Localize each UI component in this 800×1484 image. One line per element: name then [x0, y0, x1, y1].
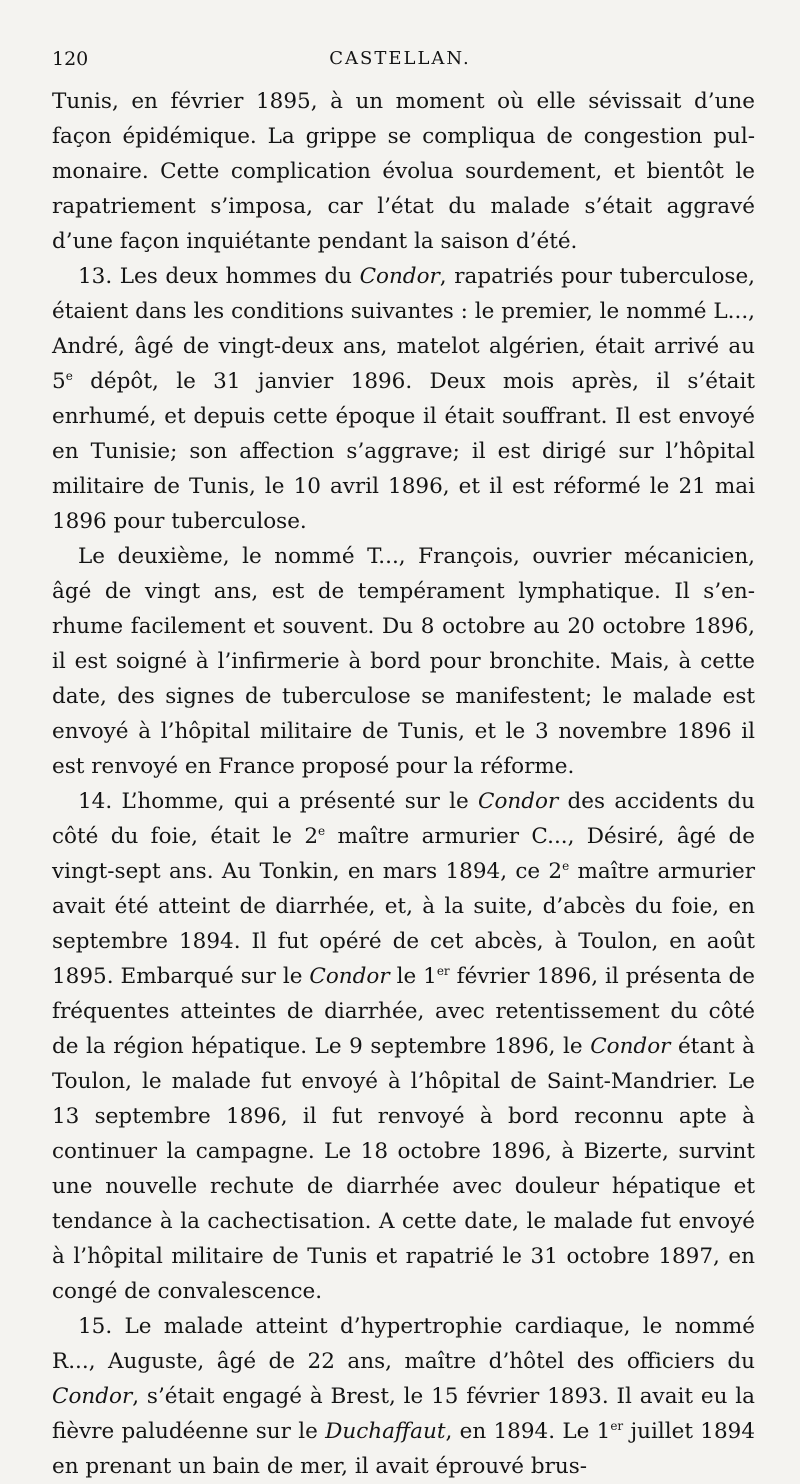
text-run: dépôt, le 31 janvier 1896. Deux mois après, il s’était enrhumé, et depuis cette époque il était souffrant. Il est envoyé en Tunisie; son affection s’aggrave; il est dirigé sur l’hôpital militaire de Tunis, le 10 avril 1896, et il est réformé le 21 mai 1896 pour tuberculose.: [52, 369, 755, 534]
superscript: e: [318, 823, 326, 838]
paragraph-continuation: [52, 84, 755, 259]
italic-ship-name: Condor: [478, 789, 559, 814]
text-run: 15. Le malade atteint d’hypertrophie cardiaque, le nommé R..., Auguste, âgé de 22 ans, maître d’hôtel des officiers du: [52, 1314, 755, 1374]
text-run: maître armurier C..., Désiré, âgé de vingt-sept ans. Au Tonkin, en mars 1894, ce 2: [52, 824, 755, 884]
superscript: e: [65, 368, 73, 383]
text-run: , rapatriés pour tuberculose, étaient dans les conditions suivantes : le premier, le nommé L..., André, âgé de vingt-deux ans, matelot algérien, était arrivé au 5: [52, 264, 755, 394]
paragraph-14: [52, 784, 755, 1309]
text-run: , en 1894. Le 1: [445, 1419, 611, 1444]
text-run: Tunis, en février 1895, à un moment où elle sévissait d’une façon épidémique. La grippe se compliqua de congestion pulmonaire. Cette complication évolua sourdement, et bientôt le rapatriement s’imposa, car l’état du malade s’était aggravé d’une façon inquiétante pendant la saison d’été.: [52, 89, 755, 254]
text-run: Le deuxième, le nommé T..., François, ouvrier mécanicien, âgé de vingt ans, est de tempérament lymphatique. Il s’enrhume facilement et souvent. Du 8 octobre au 20 octobre 1896, il est soigné à l’infirmerie à bord pour bronchite. Mais, à cette date, des signes de tuberculose se manifestent; le malade est envoyé à l’hôpital militaire de Tunis, et le 3 novembre 1896 il est renvoyé en France proposé pour la réforme.: [52, 544, 755, 779]
text-run: le 1: [389, 964, 437, 989]
superscript: e: [562, 858, 570, 873]
paragraph-13: [52, 259, 755, 539]
superscript: er: [610, 1418, 624, 1433]
text-run: , s’était engagé à Brest, le 15 février 1893. Il avait eu la fièvre paludéenne sur le: [52, 1384, 755, 1444]
page-number: 120: [52, 48, 89, 70]
superscript: er: [436, 963, 450, 978]
text-run: février 1896, il présenta de fréquentes atteintes de diarrhée, avec retentissement du côté de la région hépatique. Le 9 septembre 1896, le: [52, 964, 756, 1059]
page-body: [52, 84, 755, 1484]
paragraph-13-second-case: [52, 539, 755, 784]
page-header: [52, 44, 748, 78]
text-run: 13. Les deux hommes du: [78, 264, 360, 289]
italic-ship-name: Condor: [590, 1034, 671, 1059]
text-run: des accidents du côté du foie, était le 2: [52, 789, 755, 849]
italic-ship-name: Duchaffaut: [325, 1419, 446, 1444]
text-run: juillet 1894 en prenant un bain de mer, il avait éprouvé brus-: [52, 1419, 755, 1479]
text-run: maître armurier avait été atteint de diarrhée, et, à la suite, d’abcès du foie, en septembre 1894. Il fut opéré de cet abcès, à Toulon, en août 1895. Embarqué sur le: [52, 859, 755, 989]
italic-ship-name: Condor: [52, 1384, 133, 1409]
paragraph-15: [52, 1309, 755, 1484]
running-title: CASTELLAN.: [329, 48, 471, 69]
text-run: 14. L’homme, qui a présenté sur le: [78, 789, 479, 814]
italic-ship-name: Condor: [309, 964, 390, 989]
italic-ship-name: Condor: [359, 264, 440, 289]
text-run: étant à Toulon, le malade fut envoyé à l’hôpital de Saint-Mandrier. Le 13 septembre 1896, il fut renvoyé à bord reconnu apte à continuer la campagne. Le 18 octobre 1896, à Bizerte, survint une nouvelle rechute de diarrhée avec douleur hépatique et tendance à la cachectisation. A cette date, le malade fut envoyé à l’hôpital militaire de Tunis et rapatrié le 31 octobre 1897, en congé de convalescence.: [52, 1034, 755, 1304]
